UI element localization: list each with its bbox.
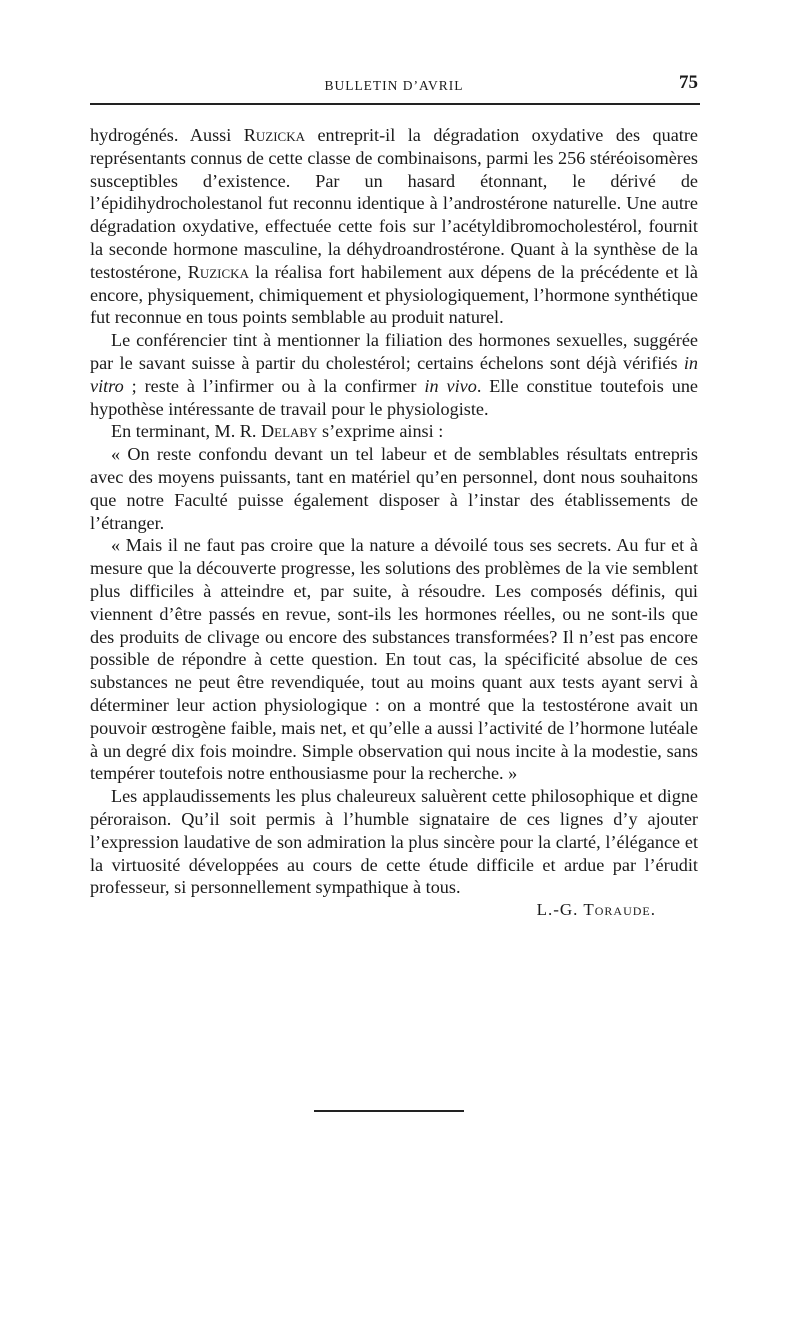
latin-phrase: in vitro (90, 352, 698, 396)
header-rule (90, 103, 700, 105)
latin-phrase: in vivo (424, 375, 477, 396)
running-title: BULLETIN D’AVRIL (324, 78, 464, 93)
document-page (90, 0, 698, 1319)
paragraph-4: « On reste confondu devant un tel labeur et de semblables résultats entrepris avec des moyens puissants, tant en matériel qu’en personnel, dont nous souhaitons que notre Faculté puisse également disposer à l’instar des établissements de l’étranger. (90, 444, 698, 533)
author-name: Ruzicka (187, 261, 249, 282)
signature: L.-G. Toraude. (536, 900, 656, 920)
paragraph-6: Les applaudissements les plus chaleureux saluèrent cette philosophique et digne péroraison. Qu’il soit permis à l’humble signataire de ces lignes d’y ajouter l’expression laudative de son admiration la plus sincère pour la clarté, l’élégance et la virtuosité développées au cours de cette étude difficile et ardue par l’érudit professeur, si personnellement sympathique à tous. (90, 786, 698, 898)
footer-rule (314, 1110, 464, 1112)
paragraph-3: En terminant, M. R. Delaby s’exprime ainsi : (111, 421, 444, 442)
speaker-name: Delaby (261, 421, 318, 442)
page-number: 75 (679, 72, 698, 93)
paragraph-5: « Mais il ne faut pas croire que la nature a dévoilé tous ses secrets. Au fur et à mesure que la découverte progresse, les solutions des problèmes de la vie semblent plus difficiles à atteindre et, par suite, à résoudre. Les composés définis, qui viennent d’être passés en revue, sont-ils les hormones réelles, ou ne sont-ils que des produits de clivage ou encore des substances transformées? Il n’est pas encore possible de répondre à cette question. En tout cas, la spécificité absolue de ces substances ne peut être revendiquée, tout au moins quant aux tests ayant servi à déterminer leur action physiologique : on a montré que la testostérone avait un pouvoir œstrogène faible, mais net, et qu’elle a aussi l’activité de l’hormone lutéale à un degré dix fois moindre. Simple observation qui nous incite à la modestie, sans tempérer toutefois notre enthousiasme pour la recherche. » (90, 535, 698, 784)
body-text (90, 124, 698, 922)
paragraph-2: Le conférencier tint à mentionner la filiation des hormones sexuelles, suggérée par le savant suisse à partir du cholestérol; certains échelons sont déjà vérifiés in vitro ; reste à l’infirmer ou à la confirmer in vivo. Elle constitue toutefois une hypothèse intéressante de travail pour le physiologiste. (90, 330, 698, 419)
paragraph-1: hydrogénés. Aussi Ruzicka entreprit-il la dégradation oxydative des quatre représentants connus de cette classe de combinaisons, parmi les 256 stéréoisomères susceptibles d’existence. Par un hasard étonnant, le dérivé de l’épidihydrocholestanol fut reconnu identique à l’androstérone naturelle. Une autre dégradation oxydative, effectuée cette fois sur l’acétyldibromocholestérol, fournit la seconde hormone masculine, la déhydroandrostérone. Quant à la synthèse de la testostérone, Ruzicka la réalisa fort habilement aux dépens de la précédente et là encore, physiquement, chimiquement et physiologiquement, l’hormone synthétique fut reconnue en tous points semblable au produit naturel. (90, 125, 698, 328)
author-name: Ruzicka (243, 125, 306, 145)
page-header (90, 72, 698, 98)
